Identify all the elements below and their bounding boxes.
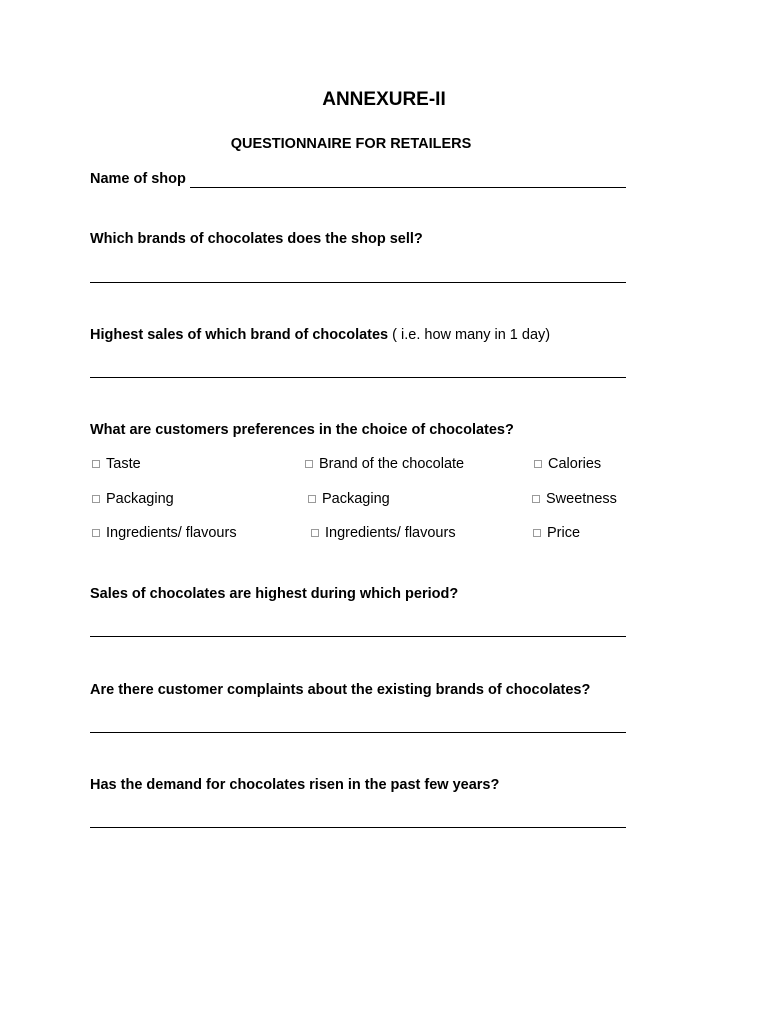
- option-label: Packaging: [322, 491, 390, 507]
- option-label: Calories: [548, 456, 602, 472]
- option-calories[interactable]: [534, 456, 601, 472]
- option-packaging-2[interactable]: [308, 491, 390, 507]
- question-sales-period: Sales of chocolates are highest during which period?: [90, 586, 459, 602]
- option-label: Packaging: [106, 491, 174, 507]
- option-packaging[interactable]: [92, 491, 174, 507]
- option-brand[interactable]: [305, 456, 464, 472]
- name-of-shop-label: Name of shop: [90, 171, 186, 187]
- page-subtitle: QUESTIONNAIRE FOR RETAILERS: [230, 136, 472, 152]
- option-label: Price: [547, 525, 581, 541]
- answer-line-brands-sold[interactable]: [90, 282, 626, 283]
- answer-line-highest-sales[interactable]: [90, 377, 626, 378]
- checkbox-icon[interactable]: [92, 460, 100, 468]
- question-preferences: What are customers preferences in the choice of chocolates?: [90, 422, 514, 438]
- option-label: Taste: [106, 456, 141, 472]
- checkbox-icon[interactable]: [308, 495, 316, 503]
- name-of-shop-field[interactable]: [190, 187, 626, 188]
- option-label: Ingredients/ flavours: [325, 525, 456, 541]
- question-complaints: Are there customer complaints about the existing brands of chocolates?: [90, 682, 591, 698]
- page-title: ANNEXURE-II: [322, 89, 446, 110]
- answer-line-complaints[interactable]: [90, 732, 626, 733]
- option-price[interactable]: [533, 525, 580, 541]
- checkbox-icon[interactable]: [92, 529, 100, 537]
- question-highest-sales-text: Highest sales of which brand of chocolates: [90, 327, 389, 343]
- checkbox-icon[interactable]: [92, 495, 100, 503]
- option-label: Ingredients/ flavours: [106, 525, 237, 541]
- checkbox-icon[interactable]: [305, 460, 313, 468]
- option-label: Sweetness: [546, 491, 617, 507]
- option-sweetness[interactable]: [532, 491, 617, 507]
- question-brands-sold: Which brands of chocolates does the shop sell?: [90, 231, 423, 247]
- answer-line-sales-period[interactable]: [90, 636, 626, 637]
- checkbox-icon[interactable]: [311, 529, 319, 537]
- option-label: Brand of the chocolate: [319, 456, 465, 472]
- option-taste[interactable]: [92, 456, 141, 472]
- option-ingredients-2[interactable]: [311, 525, 456, 541]
- question-highest-sales-note: ( i.e. how many in 1 day): [388, 327, 551, 343]
- checkbox-icon[interactable]: [533, 529, 541, 537]
- question-demand: Has the demand for chocolates risen in the past few years?: [90, 777, 500, 793]
- checkbox-icon[interactable]: [534, 460, 542, 468]
- checkbox-icon[interactable]: [532, 495, 540, 503]
- option-ingredients[interactable]: [92, 525, 237, 541]
- question-highest-sales: [90, 327, 550, 343]
- answer-line-demand[interactable]: [90, 827, 626, 828]
